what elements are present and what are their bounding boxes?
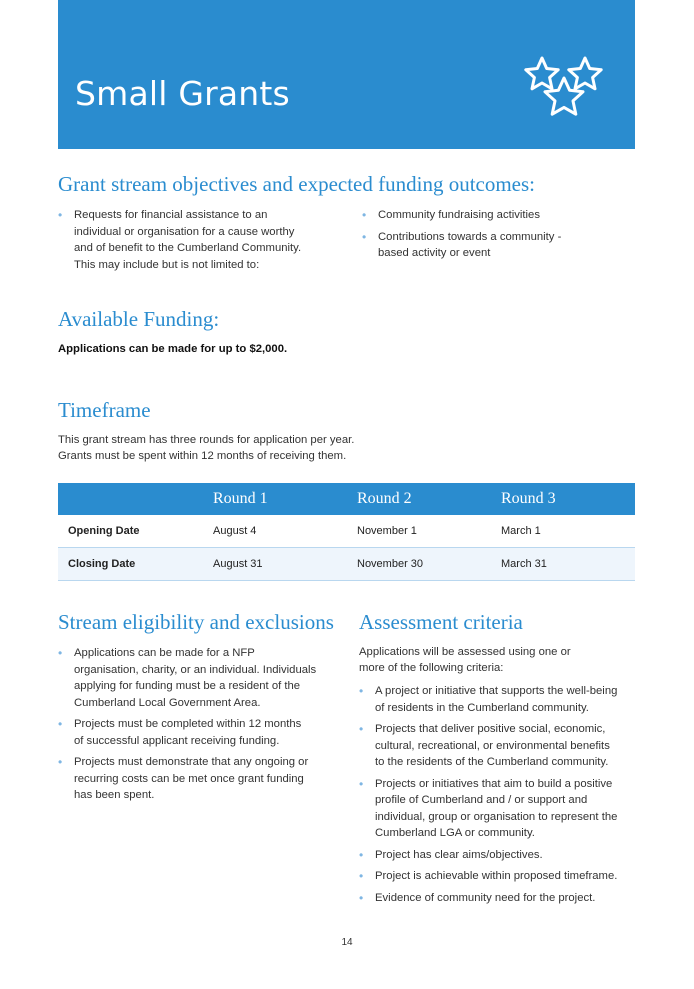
assessment-list <box>359 683 659 911</box>
table-cell: November 1 <box>357 515 501 548</box>
objectives-list-right <box>362 207 642 267</box>
star-right-icon <box>569 58 601 89</box>
table-row <box>58 548 635 581</box>
timeframe-heading: Timeframe <box>58 398 151 422</box>
list-item: • Projects or initiatives that aim to build a positive profile of Cumberland and / or support and individual, group or organisation to represent the Cumberland LGA or community. <box>359 776 659 842</box>
list-item: • Projects must be completed within 12 months of successful applicant receiving funding. <box>58 716 343 749</box>
list-item: • A project or initiative that supports the well-being of residents in the Cumberland community. <box>359 683 659 716</box>
header-banner <box>58 0 635 149</box>
timeframe-text: This grant stream has three rounds for application per year. Grants must be spent within 12 months of receiving them. <box>58 434 355 462</box>
page-title: Small Grants <box>75 74 290 113</box>
table-cell: August 31 <box>213 548 357 581</box>
funding-text: Applications can be made for up to $2,000. <box>58 343 288 355</box>
list-item: • Community fundraising activities <box>362 207 642 224</box>
table-row <box>58 515 635 548</box>
objectives-list-left <box>58 207 338 278</box>
page-number: 14 <box>341 937 353 948</box>
list-item: • Project has clear aims/objectives. <box>359 847 659 864</box>
assessment-intro: Applications will be assessed using one or more of the following criteria: <box>359 646 571 674</box>
table-header-cell: Round 2 <box>357 483 501 515</box>
list-item: • Projects must demonstrate that any ongoing or recurring costs can be met once grant funding has been spent. <box>58 754 343 804</box>
eligibility-heading: Stream eligibility and exclusions <box>58 610 334 634</box>
rounds-table <box>58 483 635 581</box>
table-header-cell: Round 3 <box>501 483 635 515</box>
table-header-cell <box>58 483 213 515</box>
row-label: Closing Date <box>58 548 213 581</box>
star-left-icon <box>526 58 558 89</box>
list-item: • Project is achievable within proposed timeframe. <box>359 868 659 885</box>
list-item: • Applications can be made for a NFP organisation, charity, or an individual. Individuals applying for funding must be a resident of the Cumberland Local Government Area. <box>58 645 343 711</box>
table-cell: November 30 <box>357 548 501 581</box>
list-item: • Evidence of community need for the project. <box>359 890 659 907</box>
three-stars-icon <box>522 54 608 130</box>
table-header-row <box>58 483 635 515</box>
table-cell: August 4 <box>213 515 357 548</box>
objectives-heading: Grant stream objectives and expected funding outcomes: <box>58 172 536 196</box>
eligibility-list <box>58 645 343 809</box>
table-header-cell: Round 1 <box>213 483 357 515</box>
table-cell: March 31 <box>501 548 635 581</box>
row-label: Opening Date <box>58 515 213 548</box>
table-cell: March 1 <box>501 515 635 548</box>
funding-heading: Available Funding: <box>58 307 220 331</box>
list-item: • Requests for financial assistance to an individual or organisation for a cause worthy and of benefit to the Cumberland Community. This may include but is not limited to: <box>58 207 338 273</box>
list-item: • Projects that deliver positive social, economic, cultural, recreational, or environmental benefits to the residents of the Cumberland community. <box>359 721 659 771</box>
assessment-heading: Assessment criteria <box>359 610 523 634</box>
list-item: • Contributions towards a community - based activity or event <box>362 229 642 262</box>
